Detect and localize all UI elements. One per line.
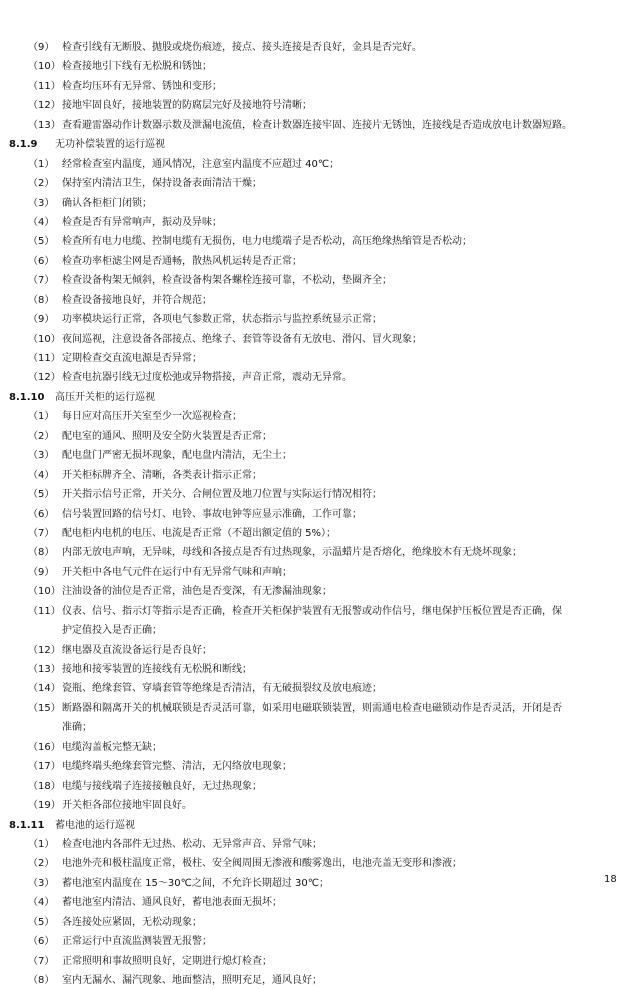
item-text: 各连接处应紧固，无松动现象； <box>62 916 202 928</box>
list-item <box>0 738 640 757</box>
list-item <box>0 777 640 796</box>
list-item-continuation <box>0 621 640 640</box>
item-number: （6） <box>28 936 55 948</box>
item-number: （6） <box>28 255 55 267</box>
item-number: （16） <box>28 741 61 753</box>
list-item-continuation <box>0 718 640 737</box>
item-text: 检查功率柜滤尘网是否通畅，散热风机运转是否正常； <box>62 255 302 267</box>
item-number: （1） <box>28 158 55 170</box>
section-title: 蓄电池的运行巡视 <box>55 819 135 831</box>
item-number: （13） <box>28 664 61 675</box>
list-item <box>0 602 640 621</box>
item-number: （10） <box>28 333 61 345</box>
item-text: 配电柜内电机的电压、电流是否正常（不超出额定值的 5%）； <box>62 527 337 539</box>
list-item <box>0 427 640 446</box>
item-number: （11） <box>28 80 61 92</box>
item-text: 护定值投入是否正确； <box>62 625 162 637</box>
item-text: 经常检查室内温度，通风情况，注意室内温度不应超过 40℃； <box>62 158 340 170</box>
item-text: 配电室的通风、照明及安全防火装置是否正常； <box>62 430 272 442</box>
list-item <box>0 407 640 426</box>
list-item <box>0 38 640 57</box>
list-item <box>0 368 640 387</box>
item-text: 确认各柜柜门闭锁； <box>62 197 152 209</box>
item-number: （2） <box>28 178 55 190</box>
list-item <box>0 679 640 698</box>
list-item <box>0 699 640 718</box>
item-text: 接地和接零装置的连接线有无松脱和断线； <box>62 664 252 675</box>
item-number: （9） <box>28 314 55 326</box>
item-text: 检查设备接地良好，并符合规范； <box>62 294 212 306</box>
section-number: 8.1.10 <box>9 391 45 403</box>
item-number: （11） <box>28 353 61 364</box>
item-number: （1） <box>28 838 55 850</box>
item-number: （6） <box>28 508 55 520</box>
item-text: 每日应对高压开关室至少一次巡视检查； <box>62 411 242 423</box>
list-item <box>0 252 640 271</box>
list-item <box>0 505 640 524</box>
item-text: 开关柜中各电气元件在运行中有无异常气味和声响； <box>62 566 292 578</box>
item-text: 室内无漏水、漏汽现象、地面整洁，照明充足，通风良好； <box>62 975 322 986</box>
item-text: 电缆沟盖板完整无缺； <box>62 741 162 753</box>
item-text: 信号装置回路的信号灯、电铃、事故电钟等应显示准确，工作可靠； <box>62 508 362 520</box>
item-number: （8） <box>28 547 55 559</box>
list-item <box>0 641 640 660</box>
list-item <box>0 194 640 213</box>
item-text: 定期检查交直流电源是否异常； <box>62 353 202 364</box>
item-number: （13） <box>28 119 61 131</box>
item-text: 检查设备构架无倾斜，检查设备构架各螺栓连接可靠，不松动，垫圈齐全； <box>62 275 392 287</box>
item-text: 电池外壳和极柱温度正常，极柱、安全阀周围无渗液和酸雾逸出，电池壳盖无变形和渗液； <box>62 858 462 870</box>
item-number: （18） <box>28 780 61 792</box>
item-number: （2） <box>28 430 55 442</box>
section-heading <box>0 135 640 154</box>
item-text: 准确； <box>62 722 92 734</box>
list-item <box>0 310 640 329</box>
list-item <box>0 291 640 310</box>
item-number: （7） <box>28 275 55 287</box>
item-number: （5） <box>28 489 55 501</box>
list-item <box>0 485 640 504</box>
list-item <box>0 330 640 349</box>
item-number: （19） <box>28 800 61 812</box>
item-number: （10） <box>28 61 61 73</box>
section-number: 8.1.9 <box>9 139 38 151</box>
item-text: 注油设备的油位是否正常，油色是否变深，有无渗漏油现象； <box>62 586 332 598</box>
item-number: （9） <box>28 42 55 53</box>
page-number: 18 <box>604 874 617 885</box>
item-text: 检查引线有无断股、抛股或烧伤痕迹，接点、接头连接是否良好，金具是否完好。 <box>62 42 422 53</box>
item-number: （14） <box>28 683 61 695</box>
item-text: 开关柜标牌齐全、清晰，各类表计指示正常； <box>62 469 262 481</box>
item-text: 内部无放电声响，无异味，母线和各接点是否有过热现象，示温蜡片是否熔化，绝缘胶木有无烧坏现象； <box>62 547 522 559</box>
item-number: （1） <box>28 411 55 423</box>
list-item <box>0 796 640 815</box>
section-number: 8.1.11 <box>9 819 45 831</box>
item-number: （8） <box>28 975 55 986</box>
item-text: 电缆终端头绝缘套管完整、清洁，无闪络放电现象； <box>62 761 292 773</box>
item-number: （12） <box>28 372 61 384</box>
item-text: 检查电池内各部件无过热、松动、无异常声音、异常气味； <box>62 838 322 850</box>
list-item <box>0 563 640 582</box>
list-item <box>0 271 640 290</box>
item-text: 开关柜各部位接地牢固良好。 <box>62 800 192 812</box>
item-number: （3） <box>28 877 55 889</box>
list-item <box>0 77 640 96</box>
list-item <box>0 524 640 543</box>
list-item <box>0 660 640 679</box>
list-item <box>0 854 640 873</box>
item-text: 保持室内清洁卫生，保持设备表面清洁干燥； <box>62 178 262 190</box>
item-number: （2） <box>28 858 55 870</box>
item-number: （7） <box>28 527 55 539</box>
list-item <box>0 155 640 174</box>
list-item <box>0 874 640 893</box>
list-item <box>0 57 640 76</box>
list-item <box>0 757 640 776</box>
item-number: （12） <box>28 644 61 656</box>
list-item <box>0 213 640 232</box>
item-text: 接地牢固良好，接地装置的防腐层完好及接地符号清晰； <box>62 100 312 112</box>
list-item <box>0 116 640 135</box>
list-item <box>0 174 640 193</box>
item-text: 检查电抗器引线无过度松弛或异物搭接，声音正常，震动无异常。 <box>62 372 352 384</box>
item-text: 夜间巡视，注意设备各部接点、绝缘子、套管等设备有无放电、滑闪、冒火现象； <box>62 333 422 345</box>
item-number: （4） <box>28 897 55 909</box>
item-number: （4） <box>28 216 55 228</box>
item-number: （5） <box>28 236 55 248</box>
item-number: （15） <box>28 702 61 714</box>
item-text: 检查接地引下线有无松脱和锈蚀； <box>62 61 212 73</box>
item-number: （8） <box>28 294 55 306</box>
item-text: 查看避雷器动作计数器示数及泄漏电流值，检查计数器连接牢固、连接片无锈蚀，连接线是否造成放电计数器短路。 <box>62 119 572 131</box>
section-heading <box>0 816 640 835</box>
list-item <box>0 835 640 854</box>
list-item <box>0 349 640 368</box>
item-number: （4） <box>28 469 55 481</box>
list-item <box>0 971 640 990</box>
list-item <box>0 96 640 115</box>
section-title: 高压开关柜的运行巡视 <box>55 391 155 403</box>
list-item <box>0 446 640 465</box>
list-item <box>0 932 640 951</box>
item-text: 瓷瓶、绝缘套管、穿墙套管等绝缘是否清洁，有无破损裂纹及放电痕迹； <box>62 683 382 695</box>
item-text: 电缆与接线端子连接接触良好，无过热现象； <box>62 780 262 792</box>
item-text: 正常照明和事故照明良好，定期进行熄灯检查； <box>62 955 272 967</box>
item-text: 检查均压环有无异常、锈蚀和变形； <box>62 80 222 92</box>
item-number: （17） <box>28 761 61 773</box>
section-heading <box>0 388 640 407</box>
item-text: 正常运行中直流监测装置无报警； <box>62 936 212 948</box>
item-text: 配电盘门严密无损坏现象，配电盘内清洁，无尘土； <box>62 450 292 462</box>
item-number: （3） <box>28 450 55 462</box>
item-text: 检查是否有异常响声，振动及异味； <box>62 216 222 228</box>
item-text: 蓄电池室内温度在 15～30℃之间，不允许长期超过 30℃； <box>62 877 329 889</box>
item-text: 蓄电池室内清洁、通风良好，蓄电池表面无损坏； <box>62 897 282 909</box>
list-item <box>0 466 640 485</box>
document-body <box>0 38 640 990</box>
item-number: （11） <box>28 605 61 617</box>
item-number: （7） <box>28 955 55 967</box>
item-number: （9） <box>28 566 55 578</box>
item-text: 检查所有电力电缆、控制电缆有无损伤，电力电缆端子是否松动，高压绝缘热缩管是否松动； <box>62 236 472 248</box>
item-number: （12） <box>28 100 61 112</box>
item-number: （3） <box>28 197 55 209</box>
item-text: 断路器和隔离开关的机械联锁是否灵活可靠，如采用电磁联锁装置，则需通电检查电磁锁动作是否灵活，开闭是否 <box>62 702 562 714</box>
item-text: 开关指示信号正常，开关分、合闸位置及地刀位置与实际运行情况相符； <box>62 489 382 501</box>
list-item <box>0 952 640 971</box>
list-item <box>0 543 640 562</box>
list-item <box>0 232 640 251</box>
item-number: （5） <box>28 916 55 928</box>
item-number: （10） <box>28 586 61 598</box>
list-item <box>0 913 640 932</box>
section-title: 无功补偿装置的运行巡视 <box>55 139 165 151</box>
item-text: 继电器及直流设备运行是否良好； <box>62 644 212 656</box>
list-item <box>0 893 640 912</box>
list-item <box>0 582 640 601</box>
item-text: 仪表、信号、指示灯等指示是否正确，检查开关柜保护装置有无报警或动作信号，继电保护压板位置是否正确，保 <box>62 605 562 617</box>
item-text: 功率模块运行正常，各项电气参数正常，状态指示与监控系统显示正常； <box>62 314 382 326</box>
